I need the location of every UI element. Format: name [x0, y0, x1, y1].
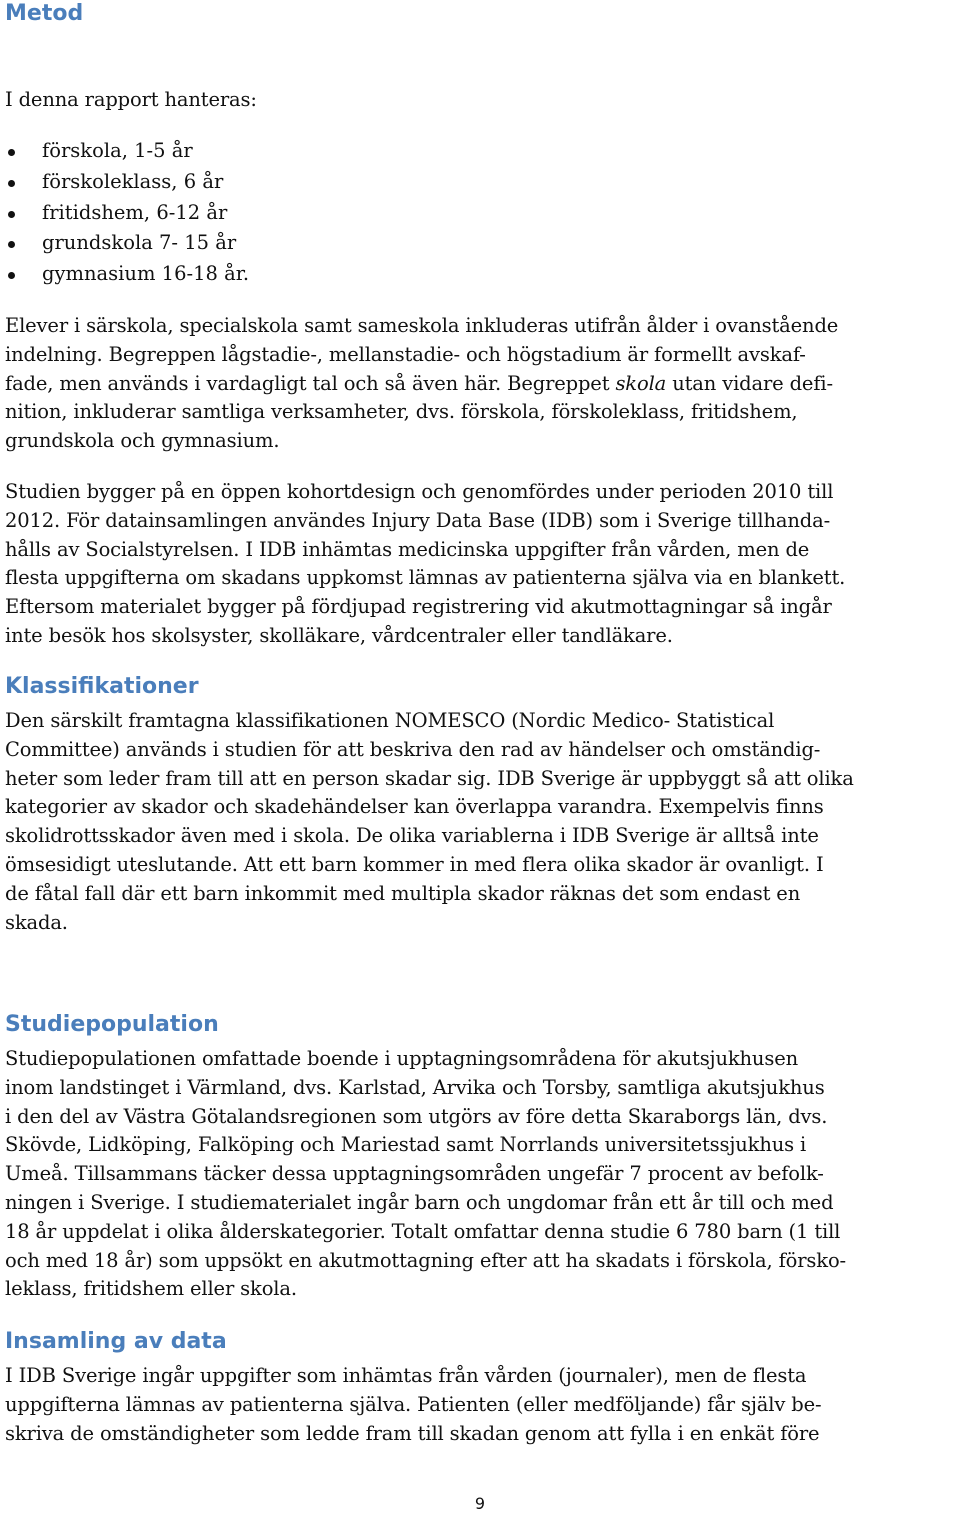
paragraph-studiepopulation [5, 1045, 960, 1304]
text-line: I IDB Sverige ingår uppgifter som inhämtas från vården (journaler), men de flesta [5, 1364, 807, 1387]
bullet-icon [8, 272, 15, 279]
intro-text: I denna rapport hanteras: [5, 88, 257, 111]
section-heading-metod: Metod [5, 1, 84, 26]
text-line: hålls av Socialstyrelsen. I IDB inhämtas medicinska uppgifter från vården, men de [5, 537, 810, 561]
text-line: 2012. För datainsamlingen användes Injury Data Base (IDB) som i Sverige tillhanda- [5, 508, 831, 532]
text-line: leklass, fritidshem eller skola. [5, 1277, 297, 1301]
list-item-text: fritidshem, 6-12 år [42, 200, 228, 224]
section-heading-studiepopulation: Studiepopulation [5, 1012, 219, 1037]
text-segment: utan vidare defi- [672, 371, 833, 395]
text-line: uppgifterna lämnas av patienterna själva. Patienten (eller medföljande) får själv be- [5, 1392, 822, 1416]
paragraph-scope [5, 312, 960, 456]
text-line: skolidrottsskador även med i skola. De olika variablerna i IDB Sverige är alltså inte [5, 824, 819, 848]
list-item-text: förskola, 1-5 år [42, 139, 193, 162]
page-number: 9 [474, 1494, 486, 1513]
text-line [5, 370, 960, 399]
list-item-text: gymnasium 16-18 år. [42, 262, 250, 286]
text-line: inom landstinget i Värmland, dvs. Karlstad, Arvika och Torsby, samtliga akutsjukhus [5, 1075, 825, 1099]
bullet-icon [8, 149, 15, 156]
emphasis-term: skola [615, 371, 667, 395]
text-line: inte besök hos skolsyster, skolläkare, vårdcentraler eller tandläkare. [5, 623, 673, 647]
text-line: Studien bygger på en öppen kohortdesign och genomfördes under perioden 2010 till [5, 480, 834, 503]
text-line: och med 18 år) som uppsökt en akutmottagning efter att ha skadats i förskola, försko- [5, 1248, 846, 1272]
paragraph-insamling [5, 1362, 960, 1448]
bullet-icon [8, 241, 15, 248]
list-item-text: grundskola 7- 15 år [42, 231, 237, 255]
text-line: skada. [5, 910, 68, 934]
text-line: skriva de omständigheter som ledde fram till skadan genom att fylla i en enkät före [5, 1421, 820, 1445]
text-line: de fåtal fall där ett barn inkommit med multipla skador räknas det som endast en [5, 881, 801, 905]
section-heading-insamling: Insamling av data [5, 1329, 227, 1354]
text-line: Eftersom materialet bygger på fördjupad registrering vid akutmottagningar så ingår [5, 595, 832, 619]
text-line: kategorier av skador och skadehändelser kan överlappa varandra. Exempelvis finns [5, 795, 824, 819]
text-line: flesta uppgifterna om skadans uppkomst lämnas av patienterna själva via en blankett. [5, 566, 846, 590]
text-line: grundskola och gymnasium. [5, 429, 280, 453]
text-line: Committee) används i studien för att beskriva den rad av händelser och omständig- [5, 737, 821, 761]
paragraph-klassifikationer [5, 707, 960, 937]
text-segment: Begreppet [507, 371, 610, 395]
text-line: ningen i Sverige. I studiematerialet ingår barn och ungdomar från ett år till och med [5, 1190, 834, 1214]
text-line: ömsesidigt uteslutande. Att ett barn kommer in med flera olika skador är ovanligt. I [5, 852, 824, 876]
paragraph-design [5, 478, 960, 651]
text-line: Umeå. Tillsammans täcker dessa upptagningsområden ungefär 7 procent av befolk- [5, 1162, 824, 1186]
text-line: Skövde, Lidköping, Falköping och Mariestad samt Norrlands universitetssjukhus i [5, 1133, 807, 1157]
text-line: i den del av Västra Götalandsregionen som utgörs av före detta Skaraborgs län, dvs. [5, 1104, 828, 1128]
text-segment: fade, men används i vardagligt tal och så även här. [5, 371, 502, 395]
text-line: Den särskilt framtagna klassifikationen NOMESCO (Nordic Medico- Statistical [5, 709, 775, 732]
text-line: 18 år uppdelat i olika ålderskategorier. Totalt omfattar denna studie 6 780 barn (1 till [5, 1219, 841, 1243]
text-line: indelning. Begreppen lågstadie-, mellanstadie- och högstadium är formellt avskaf- [5, 342, 806, 366]
list-item-text: förskoleklass, 6 år [42, 169, 224, 193]
bullet-icon [8, 180, 15, 187]
text-line: heter som leder fram till att en person skadar sig. IDB Sverige är uppbyggt så att olika [5, 766, 854, 790]
text-line: Studiepopulationen omfattade boende i upptagningsområdena för akutsjukhusen [5, 1047, 798, 1070]
text-line: nition, inkluderar samtliga verksamheter, dvs. förskola, förskoleklass, fritidshem, [5, 400, 798, 424]
section-heading-klassifikationer: Klassifikationer [5, 674, 199, 699]
bullet-icon [8, 211, 15, 218]
text-line: Elever i särskola, specialskola samt sameskola inkluderas utifrån ålder i ovanstående [5, 314, 839, 337]
